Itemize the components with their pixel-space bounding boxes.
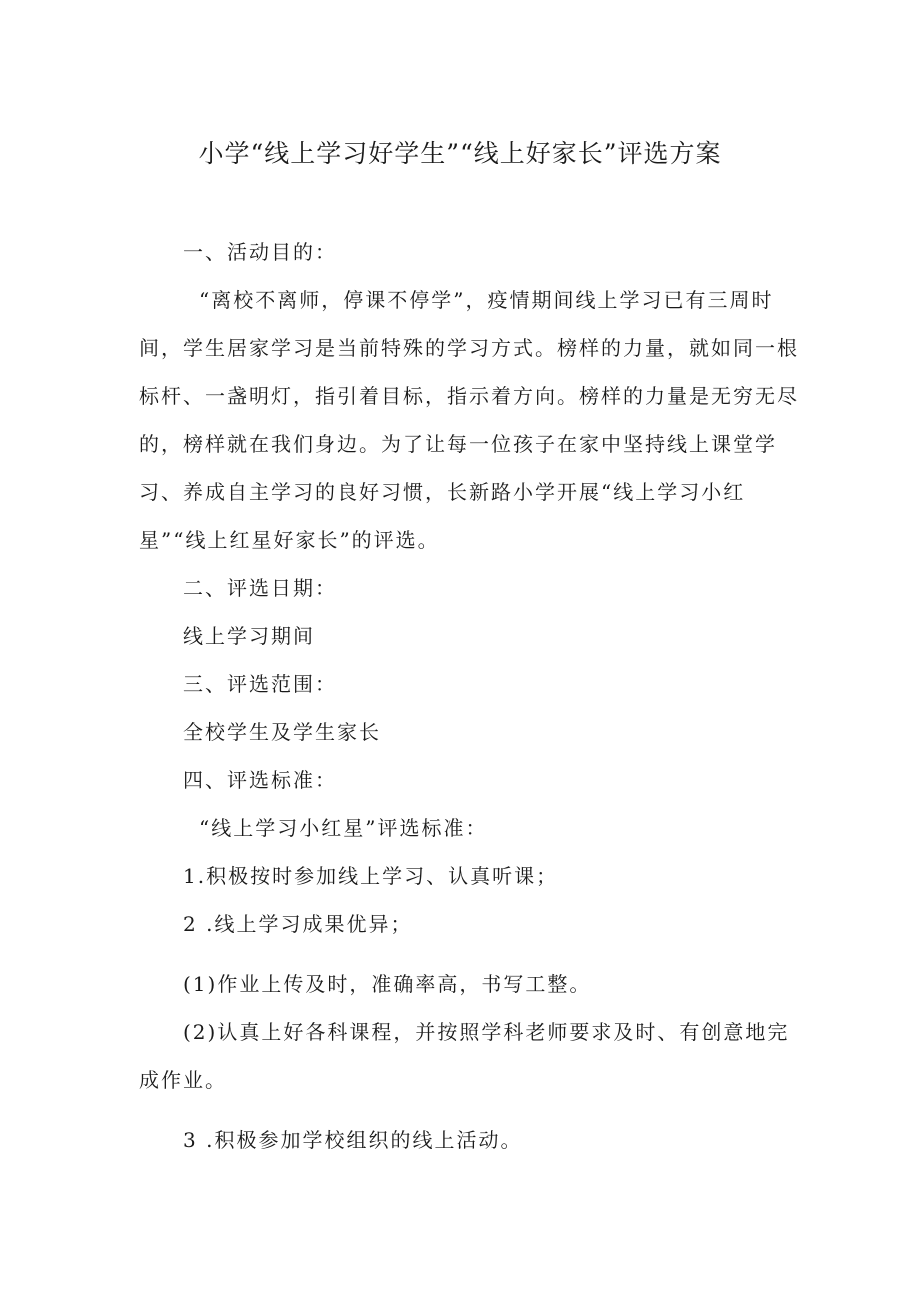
section-heading-purpose: 一、活动目的：	[183, 240, 337, 264]
criteria-item-3: 3 .积极参加学校组织的线上活动。	[183, 1128, 523, 1152]
document-title: 小学“线上学习好学生”“线上好家长”评选方案	[198, 139, 722, 168]
paragraph-purpose: “离校不离师，停课不停学”，疫情期间线上学习已有三周时间，学生居家学习是当前特殊的学习方式。榜样的力量，就如同一根标杆、一盏明灯，指引着目标，指示着方向。榜样的力量是无穷无尽的，榜样就在我们身边。为了让每一位孩子在家中坚持线上课堂学习、养成自主学习的良好习惯，长新路小学开展“线上学习小红星”“线上红星好家长”的评选。	[139, 288, 799, 552]
paragraph-scope: 全校学生及学生家长	[183, 720, 381, 744]
criteria-item-2-sub-2: (2)认真上好各科课程，并按照学科老师要求及时、有创意地完成作业。	[139, 1020, 790, 1092]
criteria-item-2-sub-1: (1)作业上传及时，准确率高，书写工整。	[183, 972, 592, 996]
criteria-item-1: 1.积极按时参加线上学习、认真听课；	[183, 864, 559, 888]
section-heading-criteria: 四、评选标准：	[183, 768, 337, 792]
criteria-item-2: 2 .线上学习成果优异；	[183, 912, 413, 936]
paragraph-date: 线上学习期间	[183, 624, 315, 648]
document-body	[139, 228, 811, 1164]
section-heading-date: 二、评选日期：	[183, 576, 337, 600]
paragraph-criteria-intro: “线上学习小红星”评选标准：	[199, 816, 488, 840]
section-heading-scope: 三、评选范围：	[183, 672, 337, 696]
